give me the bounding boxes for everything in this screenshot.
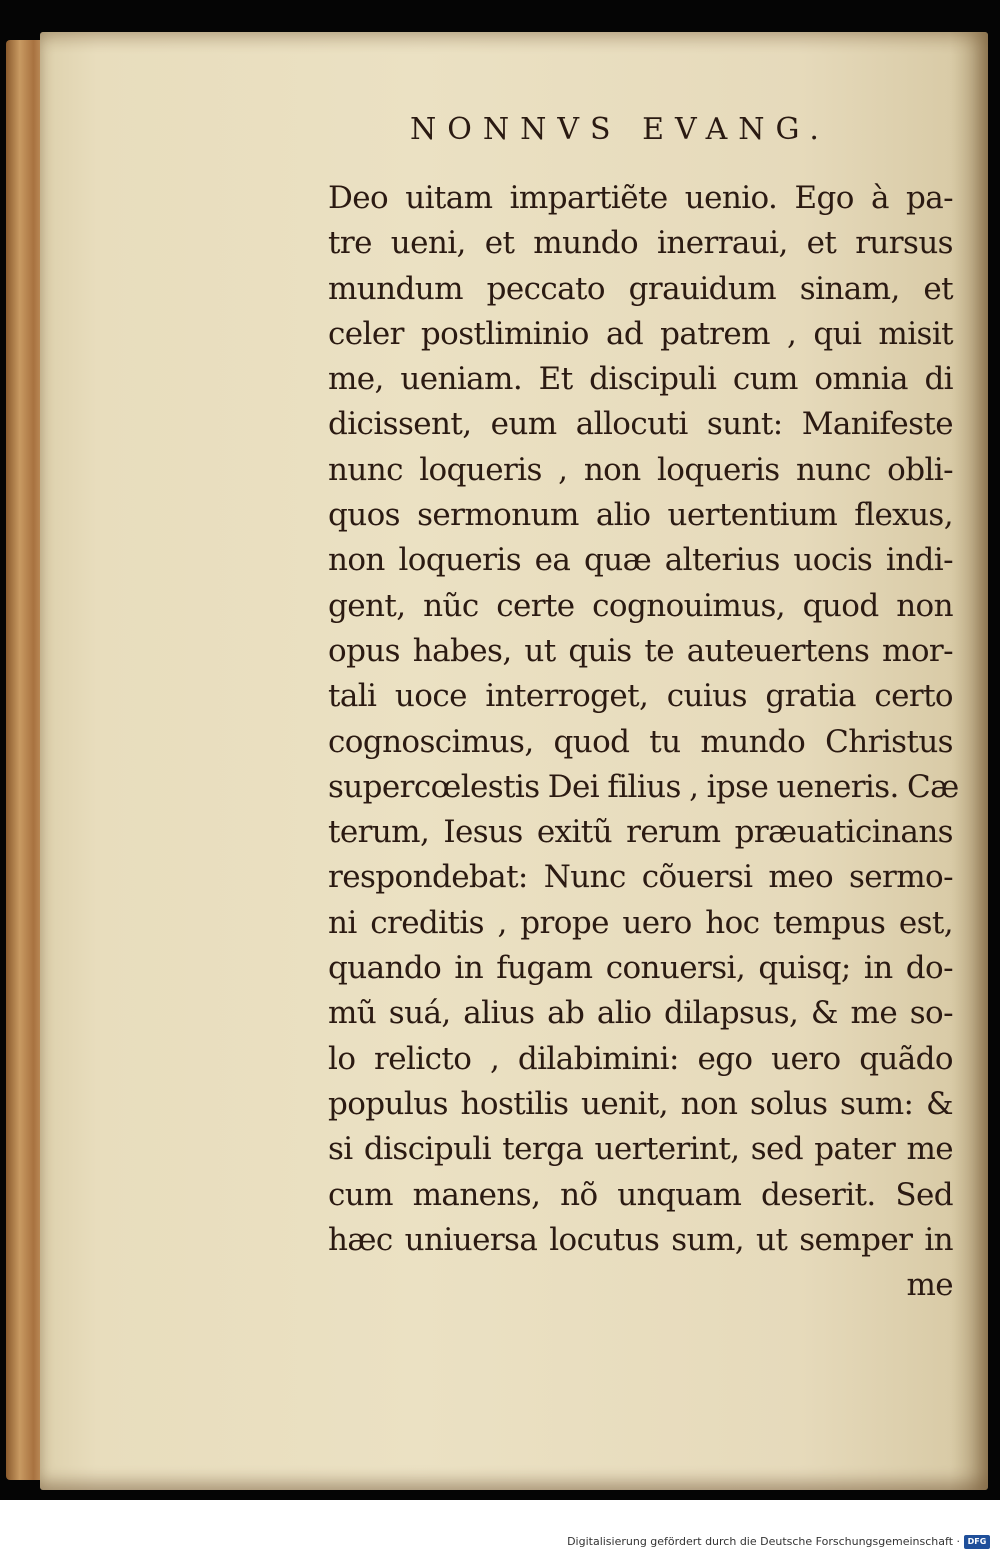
text-line: lo relicto , dilabimini: ego uero quãdo [328,1040,953,1077]
text-line: gent, nũc certe cognouimus, quod non [328,587,953,624]
text-line: tre ueni, et mundo inerraui, et rursus [328,225,953,262]
text-line: quando in fugam conuersi, quisq; in do- [328,950,953,987]
text-line: non loqueris ea quæ alterius uocis indi- [328,542,953,579]
funding-credit: Digitalisierung gefördert durch die Deutsche Forschungsgemeinschaft · [567,1535,960,1548]
text-line: celer postliminio ad patrem , qui misit [328,315,953,352]
text-line: hæc uniuersa locutus sum, ut semper in [328,1221,953,1258]
text-line: quos sermonum alio uertentium flexus, [328,497,953,534]
dfg-logo-icon: DFG [964,1535,990,1549]
text-line: dicissent, eum allocuti sunt: Manifeste [328,406,953,443]
text-block [328,176,959,1308]
text-line: tali uoce interroget, cuius gratia certo [328,678,953,715]
text-line: opus habes, ut quis te auteuertens mor- [328,632,953,669]
text-line: me, ueniam. Et discipuli cum omnia di [328,361,953,398]
text-line: ni creditis , prope uero hoc tempus est, [328,904,953,941]
running-head: NONNVS EVANG. [410,112,830,147]
text-line: Deo uitam impartiẽte uenio. Ego à pa- [328,180,953,216]
text-line: supercœlestis Dei filius , ipse ueneris. Cæ [328,768,959,805]
text-line: nunc loqueris , non loqueris nunc obli- [328,451,953,488]
footer-bar [0,1500,1000,1554]
text-line: mundum peccato grauidum sinam, et [328,270,953,307]
text-line: populus hostilis uenit, non solus sum: & [328,1085,953,1122]
text-line: mũ suá, alius ab alio dilapsus, & me so- [328,995,953,1032]
text-line: si discipuli terga uerterint, sed pater me [328,1131,953,1168]
text-line: respondebat: Nunc cõuersi meo sermo- [328,859,953,896]
text-line: terum, Iesus exitũ rerum præuaticinans [328,814,953,851]
text-line: cognoscimus, quod tu mundo Christus [328,723,953,760]
catchword: me [906,1267,953,1304]
text-line: cum manens, nõ unquam deserit. Sed [328,1176,953,1213]
